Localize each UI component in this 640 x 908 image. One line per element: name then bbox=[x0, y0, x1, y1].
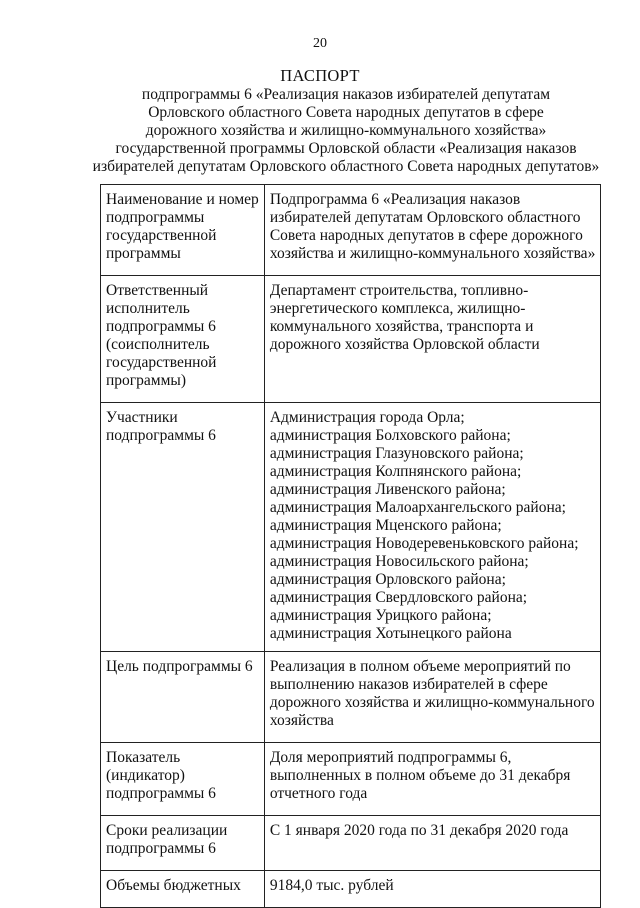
value-line: Совета народных депутатов в сфере дорожного bbox=[269, 227, 583, 244]
label-line: (соисполнитель bbox=[106, 336, 210, 353]
value-line: С 1 января 2020 года по 31 декабря 2020 года bbox=[269, 822, 569, 839]
value-cell bbox=[264, 743, 601, 816]
label-line: Сроки реализации bbox=[106, 822, 228, 839]
subtitle-line: избирателей депутатам Орловского областного Совета народных депутатов» bbox=[92, 158, 600, 175]
label-line: Цель подпрограммы 6 bbox=[106, 658, 253, 675]
label-line: (индикатор) bbox=[106, 767, 185, 784]
value-cell bbox=[264, 185, 601, 276]
value-line: Реализация в полном объеме мероприятий по bbox=[269, 658, 571, 675]
table-row-timeline bbox=[101, 816, 601, 871]
label-line: подпрограммы 6 bbox=[106, 318, 216, 335]
value-line: администрация Ливенского района; bbox=[269, 481, 506, 498]
table-row-participants bbox=[101, 403, 601, 652]
table-row-name bbox=[101, 185, 601, 276]
value-line: администрация Орловского района; bbox=[269, 571, 506, 588]
subtitle-line: Орловского областного Совета народных депутатов в сфере bbox=[148, 104, 544, 121]
subtitle-line: дорожного хозяйства и жилищно-коммунального хозяйства» bbox=[145, 122, 547, 139]
value-line: 9184,0 тыс. рублей bbox=[269, 877, 394, 894]
value-line: дорожного хозяйства и жилищно-коммунального bbox=[269, 694, 595, 711]
value-line: администрация Свердловского района; bbox=[269, 589, 528, 606]
label-line: программы bbox=[106, 245, 181, 262]
label-line: подпрограммы 6 bbox=[106, 785, 216, 802]
value-line: Подпрограмма 6 «Реализация наказов bbox=[269, 191, 521, 208]
value-line: выполнению наказов избирателей в сфере bbox=[269, 676, 548, 693]
label-line: Наименование и номер bbox=[106, 191, 259, 208]
label-cell bbox=[101, 816, 265, 871]
value-line: администрация Хотынецкого района bbox=[269, 625, 512, 642]
value-line: администрация Новодеревеньковского района; bbox=[269, 535, 579, 552]
label-cell bbox=[101, 652, 265, 743]
label-cell bbox=[101, 185, 265, 276]
label-line: Объемы бюджетных bbox=[106, 877, 241, 894]
value-line: администрация Урицкого района; bbox=[269, 607, 492, 624]
value-line: хозяйства и жилищно-коммунального хозяйства» bbox=[269, 245, 596, 262]
label-cell bbox=[101, 743, 265, 816]
label-line: исполнитель bbox=[106, 300, 190, 317]
value-cell bbox=[264, 403, 601, 652]
value-cell bbox=[264, 276, 601, 403]
table-row-indicator bbox=[101, 743, 601, 816]
value-cell bbox=[264, 652, 601, 743]
subtitle-line: государственной программы Орловской области «Реализация наказов bbox=[115, 140, 577, 157]
document-subtitle bbox=[70, 86, 622, 176]
value-line: энергетического комплекса, жилищно- bbox=[269, 300, 526, 317]
table-row-goal bbox=[101, 652, 601, 743]
value-line: администрация Малоархангельского района; bbox=[269, 499, 566, 516]
value-line: администрация Колпнянского района; bbox=[269, 463, 522, 480]
value-line: администрация Глазуновского района; bbox=[269, 445, 524, 462]
value-line: дорожного хозяйства Орловской области bbox=[269, 336, 540, 353]
passport-table bbox=[100, 184, 601, 908]
label-cell bbox=[101, 403, 265, 652]
value-line: Администрация города Орла; bbox=[269, 409, 465, 426]
label-cell bbox=[101, 276, 265, 403]
label-line: государственной bbox=[106, 227, 217, 244]
value-line: Доля мероприятий подпрограммы 6, bbox=[269, 749, 512, 766]
label-line: подпрограммы 6 bbox=[106, 840, 216, 857]
value-cell bbox=[264, 816, 601, 871]
label-line: Участники bbox=[106, 409, 178, 426]
value-line: администрация Болховского района; bbox=[269, 427, 511, 444]
label-line: Показатель bbox=[106, 749, 181, 766]
document-title: ПАСПОРТ bbox=[280, 66, 360, 85]
label-line: Ответственный bbox=[106, 282, 209, 299]
value-line: выполненных в полном объеме до 31 декабря bbox=[269, 767, 571, 784]
label-line: государственной bbox=[106, 354, 217, 371]
label-line: программы) bbox=[106, 372, 186, 389]
table-row-responsible bbox=[101, 276, 601, 403]
value-line: отчетного года bbox=[269, 785, 368, 802]
value-line: хозяйства bbox=[269, 712, 334, 729]
value-line: администрация Новосильского района; bbox=[269, 553, 529, 570]
value-line: избирателей депутатам Орловского областного bbox=[269, 209, 581, 226]
subtitle-line: подпрограммы 6 «Реализация наказов избирателей депутатам bbox=[141, 86, 551, 103]
label-line: подпрограммы bbox=[106, 209, 205, 226]
label-line: подпрограммы 6 bbox=[106, 427, 216, 444]
value-line: Департамент строительства, топливно- bbox=[269, 282, 529, 299]
value-line: администрация Мценского района; bbox=[269, 517, 502, 534]
value-line: коммунального хозяйства, транспорта и bbox=[269, 318, 534, 335]
page-number: 20 bbox=[313, 36, 327, 51]
